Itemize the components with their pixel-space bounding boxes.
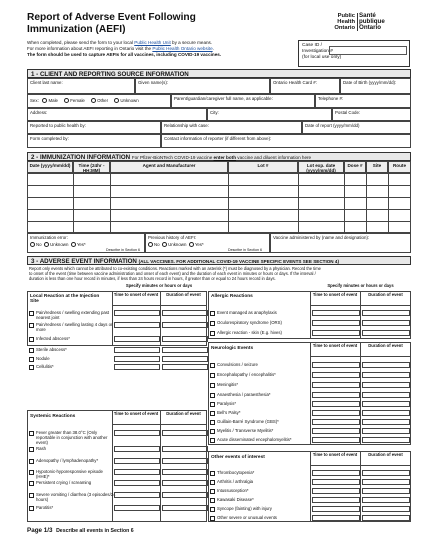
col-time: Time (24hr - HH:MM) [73, 161, 110, 173]
given-names-field[interactable]: Given name(s): [135, 78, 270, 94]
event-checkbox[interactable] [210, 429, 215, 434]
logo-divider [357, 13, 358, 31]
neurologic-events-header: Neurologic Events [211, 346, 254, 351]
event-label: Myelitis / Transverse Myelitis* [217, 428, 274, 433]
time-to-onset-field[interactable] [114, 480, 160, 486]
logo-english: Public Health Ontario [334, 13, 355, 31]
imm-error-no-radio[interactable]: No [30, 242, 42, 247]
time-to-onset-field[interactable] [114, 347, 160, 353]
telephone-field[interactable]: Telephone #: [315, 94, 411, 108]
duration-field[interactable] [362, 410, 410, 416]
duration-field[interactable] [362, 362, 410, 368]
page-number: Page 1/3 [27, 527, 53, 534]
intro-line1: When completed, please send the form to your local [27, 40, 135, 45]
page-footer [27, 527, 134, 534]
time-to-onset-field[interactable] [312, 320, 360, 326]
time-to-onset-field[interactable] [114, 310, 160, 316]
time-to-onset-field[interactable] [312, 392, 360, 398]
time-to-onset-field[interactable] [114, 492, 160, 498]
event-label: Anaesthesia / paraesthesia* [217, 392, 271, 397]
event-label: Fever greater than 38.0°C (Only reportable in conjunction with another event) [36, 430, 108, 445]
col-lot: Lot # [228, 161, 298, 173]
event-label: Syncope (fainting) with injury [217, 506, 272, 511]
dob-field[interactable]: Date of Birth (yyyy/mm/dd): [340, 78, 411, 94]
event-label: Oculorespiratory syndrome (ORS) [217, 320, 282, 325]
event-checkbox[interactable] [210, 383, 215, 388]
systemic-reactions-header: Systemic Reactions [30, 414, 76, 419]
duration-field[interactable] [362, 392, 410, 398]
event-label: Pain/redness / swelling lasting 4 days or more [36, 322, 113, 332]
event-label: Hypotonic-hyporesponsive episode (HHE)* [36, 469, 103, 479]
event-checkbox[interactable] [210, 321, 215, 326]
footer-note: Describe all events in Section 6 [56, 528, 134, 534]
duration-field[interactable] [362, 497, 410, 503]
intro-line3: The form should be used to capture AEFIs for all vaccines, including COVID-19 vaccines. [27, 52, 222, 58]
event-label: Adenopathy / lymphadenopathy* [36, 458, 99, 463]
event-label: Nodule [36, 356, 50, 361]
section2-title: 2 - IMMUNIZATION INFORMATION For Pfizer-BioNTech COVID-19 vaccine enter both vaccine and diluent information here [31, 154, 312, 161]
event-checkbox[interactable] [210, 402, 215, 407]
case-id-label: Case ID / Investigation # (for local use only) [302, 43, 342, 60]
event-checkbox[interactable] [210, 393, 215, 398]
public-health-unit-link[interactable]: Public Health Unit [134, 40, 171, 45]
imm-error-unknown-radio[interactable]: Unknown [44, 242, 68, 247]
duration-field[interactable] [362, 382, 410, 388]
time-to-onset-field[interactable] [312, 437, 360, 443]
time-to-onset-field[interactable] [312, 401, 360, 407]
logo-french: Santé publique Ontario [359, 12, 385, 31]
event-checkbox[interactable] [210, 498, 215, 503]
duration-field[interactable] [362, 437, 410, 443]
time-to-onset-field[interactable] [312, 419, 360, 425]
prev-history-field: Previous history of AEFI: No Unknown Yes* Describe in Section 6 [145, 233, 270, 253]
event-checkbox[interactable] [29, 323, 34, 328]
reported-by-field[interactable]: Reported to public health by: [27, 121, 161, 134]
event-checkbox[interactable] [29, 365, 34, 370]
allergic-reactions-header: Allergic Reactions [211, 294, 253, 299]
prev-history-unknown-radio[interactable]: Unknown [162, 242, 186, 247]
event-checkbox[interactable] [29, 431, 34, 436]
prev-history-no-radio[interactable]: No [148, 242, 160, 247]
event-label: Persistent crying / screaming [36, 480, 92, 485]
event-checkbox[interactable] [210, 516, 215, 521]
time-to-onset-field[interactable] [312, 515, 360, 521]
address-field[interactable]: Address: [27, 108, 207, 121]
event-label: Thrombocytopenia* [217, 470, 255, 475]
time-to-onset-field[interactable] [114, 430, 160, 436]
time-to-onset-field[interactable] [312, 479, 360, 485]
duration-field[interactable] [162, 310, 208, 316]
event-label: Pain/redness / swelling extending past nearest joint [36, 310, 110, 320]
duration-field[interactable] [162, 347, 208, 353]
public-health-ontario-logo [315, 13, 407, 35]
duration-field[interactable] [362, 488, 410, 494]
event-label: Allergic reaction - skin (E.g. hives) [217, 330, 282, 335]
duration-field[interactable] [362, 310, 410, 316]
time-to-onset-field[interactable] [312, 310, 360, 316]
event-checkbox[interactable] [210, 363, 215, 368]
time-to-onset-field[interactable] [312, 488, 360, 494]
event-label: Intussusception* [217, 488, 249, 493]
event-label: Event managed as anaphylaxis [217, 310, 277, 315]
sex-male-radio[interactable]: Male [42, 98, 58, 103]
time-to-onset-field[interactable] [312, 497, 360, 503]
section1-title: 1 - CLIENT AND REPORTING SOURCE INFORMATION [31, 71, 189, 78]
form-title [27, 12, 277, 36]
duration-field[interactable] [362, 401, 410, 407]
time-to-onset-field[interactable] [312, 506, 360, 512]
time-to-onset-field[interactable] [312, 428, 360, 434]
event-checkbox[interactable] [29, 481, 34, 486]
duration-field[interactable] [362, 372, 410, 378]
event-label: Infected abscess* [36, 336, 70, 341]
time-to-onset-field[interactable] [114, 505, 160, 511]
event-checkbox[interactable] [29, 348, 34, 353]
duration-field[interactable] [362, 419, 410, 425]
date-of-report-field[interactable]: Date of report (yyyy/mm/dd) [302, 121, 411, 134]
event-label: Meningitis* [217, 382, 239, 387]
postal-code-field[interactable]: Postal Code: [332, 108, 411, 121]
guardian-field[interactable]: Parent/guardian/caregiver full name, as applicable: [171, 94, 315, 108]
duration-field[interactable] [362, 320, 410, 326]
immunization-error-field: Immunization error: No Unknown Yes* Describe in Section 6 [27, 233, 145, 253]
event-label: Cellulitis* [36, 364, 54, 369]
case-id-field[interactable] [329, 46, 407, 55]
duration-field[interactable] [162, 458, 208, 464]
event-label: Rash [36, 446, 47, 451]
city-field[interactable]: City: [207, 108, 332, 121]
col-agent: Agent and Manufacturer [110, 161, 228, 173]
duration-field[interactable] [162, 336, 208, 342]
duration-field[interactable] [162, 322, 208, 328]
sex-field: Sex: Male Female Other Unknown [27, 94, 171, 108]
time-to-onset-field[interactable] [114, 469, 160, 475]
section1-header [27, 69, 411, 78]
event-label: Sterile abscess* [36, 347, 67, 352]
event-label: Kawasaki Disease* [217, 497, 254, 502]
intro-text: When completed, please send the form to your local Public Health Unit by a secure means. For more information about AEFI reporting in Ontario visit the Public Health Ontario website. The form should be used to capture AEFIs for all vaccines, including COVID-19 vaccines. [27, 40, 222, 58]
duration-field[interactable] [162, 480, 208, 486]
event-checkbox[interactable] [210, 489, 215, 494]
duration-field[interactable] [362, 330, 410, 336]
time-to-onset-field[interactable] [114, 458, 160, 464]
col-dose: Dose # [344, 161, 366, 173]
other-events-header: Other events of interest [211, 455, 265, 460]
specify-label-left: Specify minutes or hours or days [125, 283, 193, 288]
time-to-onset-field[interactable] [312, 382, 360, 388]
event-checkbox[interactable] [210, 373, 215, 378]
client-last-name-field[interactable]: Client last name: [27, 78, 135, 94]
event-label: Guillain-Barré Syndrome (GBS)* [217, 419, 279, 424]
event-checkbox[interactable] [29, 447, 34, 452]
col-site: Site [366, 161, 388, 173]
reporter-contact-field[interactable]: Contact information of reporter (if different from above): [161, 134, 411, 148]
time-to-onset-field[interactable] [312, 410, 360, 416]
event-label: Paralysis* [217, 401, 237, 406]
event-checkbox[interactable] [29, 337, 34, 342]
event-checkbox[interactable] [210, 420, 215, 425]
duration-field[interactable] [362, 506, 410, 512]
event-label: Encephalopathy / encephalitis* [217, 372, 276, 377]
event-checkbox[interactable] [29, 357, 34, 362]
case-id-box [298, 40, 410, 67]
event-label: Arthritis / arthralgia [217, 479, 254, 484]
time-to-onset-field[interactable] [114, 446, 160, 452]
event-checkbox[interactable] [29, 493, 34, 498]
duration-field[interactable] [162, 446, 208, 452]
duration-field[interactable] [362, 515, 410, 521]
local-reactions-header: Local Reaction at the Injection Site [30, 294, 100, 305]
time-to-onset-field[interactable] [114, 322, 160, 328]
title-line-2: Immunization (AEFI) [27, 24, 126, 35]
col-date: Date (yyyy/mm/dd) [27, 161, 73, 173]
event-label: Parotitis* [36, 505, 54, 510]
intro-line1-end: by a secure means. [170, 40, 213, 45]
event-label: Bell's Palsy* [217, 410, 241, 415]
aefi-form-page: Report of Adverse Event Following Immunization (AEFI) When completed, please send the form to your local Public Health Unit by a secure means. For more information about AEFI reporting in Ontario visit the Public Health Ontario website. The form should be used to capture AEFIs for all vaccines, including COVID-19 vaccines. Public Health Ontario Santé publique Ontario Case ID / Investigation # (for local use only) 1 - CLIENT AND REPORTING SOURCE INFORMATION Client last name: Given name(s): Ontario Health Card #: Date of Birth (yyyy/mm/dd): Sex: Male Female Other Unknown Parent/guardian/caregiver full name, as applicable: Telephone #: Address: City: Postal Code: Reported to public health by: Relationship with case: Date of report (yyyy/mm/dd) Form completed by: Contact information of reporter (if different from above): 2 - IMMUNIZATION INFORMATION For Pfizer-BioNTech COVID-19 vaccine enter both vaccine and diluent information here Date (yyyy/mm/dd) Time (24hr - HH:MM) Agent and Manufacturer Lot # Lot exp. date (yyyy/mm/dd) Dose # Site Route Immunization error: No Unknown Yes* Describe in Section 6 Previous history of AEFI: No Unknown Yes* Describe in Section 6 Vaccine administered by (name and designation): 3 - ADVERSE EVENT INFORMATION (ALL VACCINES. FOR ADDITIONAL COVID-19 VACCINE SPECIFIC EVENTS SEE SECTION 4) Report only events which cannot be attributed to co-existing conditions. Reactions marked with an asterisk (*) must be diagnosed by a physician. Record the time to onset of the event (time between vaccine administration and onset of each event) and the duration of each event in minutes or hours or days. If the interval / duration is less than one hour record in minutes, if less than 24 hours record in hours, if greater than or equal to 24 hours record in days. Specify minutes or hours or days Specify minutes or hours or days Local Reaction at the Injection Site Time to onset of event Duration of event Pain/redness / swelling extending past nearest joint Pain/redness / swelling lasting 4 days or more Infected abscess* Sterile abscess* Nodule Cellulitis* Systemic Reactions Time to onset of event Duration of event Fever greater than 38.0°C (Only reportable in conjunction with another event) Rash Adenopathy / lymphadenopathy* Hypotonic-hyporesponsive episode (HHE)* Persistent crying / screaming Severe vomiting / diarrhea (3 episodes/24 hours) Parotitis* Allergic Reactions Time to onset of event Duration of event Event managed as anaphylaxis Oculorespiratory syndrome (ORS) Allergic reaction - skin (E.g. hives) Neurologic Events Time to onset of event Duration of event Convulsions / seizure Encephalopathy / encephalitis* Meningitis* Anaesthesia / paraesthesia* Paralysis* Bell's Palsy* Guillain-Barré Syndrome (GBS)* Myelitis / Transverse Myelitis* Acute disseminated encephalomyelitis* Other events of interest Time to onset of event Duration of event Thrombocytopenia* Arthritis / arthralgia Intussusception* Kawasaki Disease* Syncope (fainting) with injury Other severe or unusual events Page 1/3 Describe all events in Section 6 [0, 0, 421, 544]
event-checkbox[interactable] [29, 506, 34, 511]
event-checkbox[interactable] [210, 331, 215, 336]
pho-website-link[interactable]: Public Health Ontario website [152, 46, 213, 52]
time-to-onset-field[interactable] [312, 372, 360, 378]
section2-header [27, 152, 411, 161]
administered-by-field[interactable]: Vaccine administered by (name and designation): [270, 233, 411, 253]
form-completed-by-field[interactable]: Form completed by: [27, 134, 161, 148]
col-lot-exp: Lot exp. date (yyyy/mm/dd) [298, 161, 344, 173]
col-route: Route [388, 161, 411, 173]
time-to-onset-field[interactable] [114, 364, 160, 370]
event-checkbox[interactable] [210, 438, 215, 443]
title-line-1: Report of Adverse Event Following [27, 12, 196, 23]
event-checkbox[interactable] [210, 480, 215, 485]
event-checkbox[interactable] [210, 471, 215, 476]
section3-header [27, 256, 411, 265]
duration-field[interactable] [362, 470, 410, 476]
event-label: Other severe or unusual events [217, 515, 277, 520]
sex-other-radio[interactable]: Other [91, 98, 108, 103]
immunization-table-body[interactable] [27, 173, 411, 233]
time-to-onset-field[interactable] [312, 330, 360, 336]
time-to-onset-field[interactable] [114, 336, 160, 342]
duration-field[interactable] [162, 505, 208, 511]
duration-field[interactable] [162, 430, 208, 436]
sex-female-radio[interactable]: Female [64, 98, 85, 103]
duration-field[interactable] [362, 479, 410, 485]
event-checkbox[interactable] [210, 507, 215, 512]
time-to-onset-field[interactable] [312, 470, 360, 476]
sex-unknown-radio[interactable]: Unknown [114, 98, 138, 103]
event-checkbox[interactable] [29, 459, 34, 464]
event-checkbox[interactable] [210, 411, 215, 416]
specify-label-right: Specify minutes or hours or days [327, 283, 394, 288]
duration-field[interactable] [362, 428, 410, 434]
event-label: Severe vomiting / diarrhea (3 episodes/24 hours) [36, 492, 116, 502]
section3-instructions: Report only events which cannot be attributed to co-existing conditions. Reactions marked with an asterisk (*) must be diagnosed by a physician. Record the time to onset of the event (time between vaccine administration and onset of each event) and the duration of each event in minutes or hours or days. If the interval / duration is less than one hour record in minutes, if less than 24 hours record in hours, if greater than or equal to 24 hours record in days. [29, 266, 321, 282]
duration-field[interactable] [162, 492, 208, 498]
section3-title: 3 - ADVERSE EVENT INFORMATION (ALL VACCINES. FOR ADDITIONAL COVID-19 VACCINE SPECIFIC EVENTS SEE SECTION 4) [31, 258, 339, 265]
event-label: Acute disseminated encephalomyelitis* [217, 437, 292, 442]
event-checkbox[interactable] [29, 311, 34, 316]
health-card-field[interactable]: Ontario Health Card #: [270, 78, 340, 94]
time-to-onset-field[interactable] [312, 362, 360, 368]
duration-field[interactable] [162, 364, 208, 370]
time-to-onset-field[interactable] [114, 356, 160, 362]
intro-line2: For more information about AEFI reporting in Ontario visit the [27, 46, 153, 52]
relationship-field[interactable]: Relationship with case: [161, 121, 302, 134]
imm-error-yes-radio[interactable]: Yes* [71, 242, 86, 247]
duration-field[interactable] [162, 469, 208, 475]
event-label: Convulsions / seizure [217, 362, 258, 367]
event-checkbox[interactable] [29, 470, 34, 475]
event-checkbox[interactable] [210, 311, 215, 316]
duration-field[interactable] [162, 356, 208, 362]
prev-history-yes-radio[interactable]: Yes* [189, 242, 204, 247]
